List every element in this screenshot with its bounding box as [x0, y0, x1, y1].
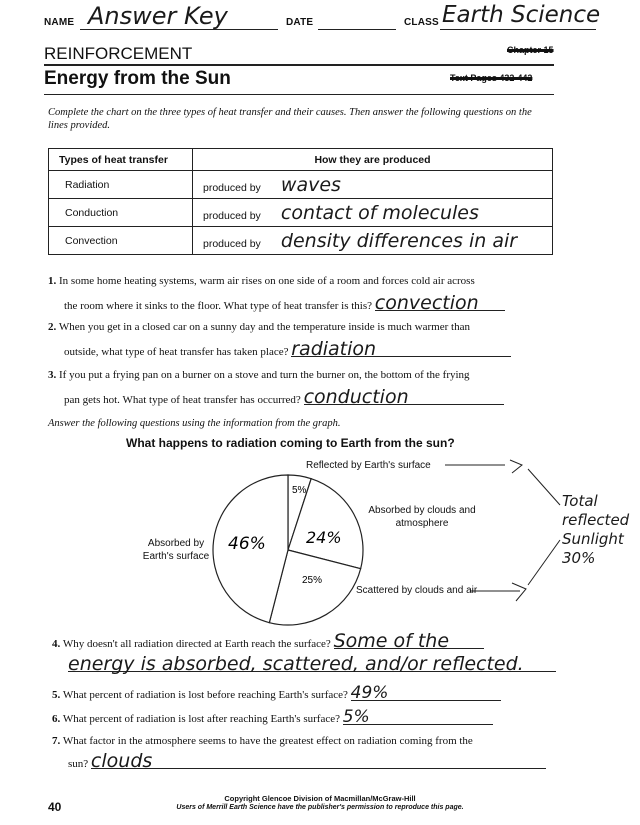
permission: Users of Merrill Earth Science have the publisher's permission to reproduce this page. [176, 804, 464, 811]
pie-title: What happens to radiation coming to Earth from the sun? [126, 436, 455, 450]
table-row [49, 171, 553, 199]
table-header-type: Types of heat transfer [49, 149, 193, 171]
label-reflected: Reflected by Earth's surface [306, 460, 431, 471]
table-row [49, 199, 553, 227]
question-6: 6. What percent of radiation is lost after reaching Earth's surface? 5% [52, 710, 562, 726]
question-2: 2. When you get in a closed car on a sunny day and the temperature inside is much warmer than outside, what type of heat transfer has taken place? radiation [48, 320, 558, 359]
answer-4-line2[interactable]: energy is absorbed, scattered, and/or reflected. [68, 657, 556, 672]
section-title: REINFORCEMENT [44, 44, 193, 63]
graph-instruction: Answer the following questions using the information from the graph. [48, 418, 341, 429]
question-7: 7. What factor in the atmosphere seems to have the greatest effect on radiation coming from the sun? clouds [52, 734, 562, 771]
pct-reflected: 5% [292, 485, 307, 496]
name-label: NAME [44, 17, 75, 28]
answer-5[interactable]: 49% [351, 686, 501, 701]
note-bracket-top [528, 469, 560, 505]
table-cell-type: Radiation [49, 171, 193, 199]
produced-by-label: produced by [203, 209, 261, 222]
date-label: DATE [286, 17, 314, 28]
class-label: CLASS [404, 17, 439, 28]
table-cell-how[interactable] [193, 199, 553, 227]
table-answer[interactable]: waves [280, 173, 341, 196]
name-value[interactable]: Answer Key [88, 2, 228, 30]
pct-scattered: 25% [302, 575, 323, 586]
date-line[interactable] [318, 5, 396, 30]
section-rule [44, 64, 554, 66]
question-3: 3. If you put a frying pan on a burner on a stove and turn the burner on, the bottom of the frying pan gets hot. What type of heat transfer has occurred? conduction [48, 368, 558, 407]
table-cell-type: Convection [49, 227, 193, 255]
chapter-struck: Chapter 15 [507, 45, 554, 55]
table-answer[interactable]: contact of molecules [280, 201, 479, 224]
class-value[interactable]: Earth Science [442, 2, 601, 28]
instructions: Complete the chart on the three types of heat transfer and their causes. Then answer the following questions on the lines provided. [48, 107, 532, 131]
note-bracket-bottom [528, 540, 560, 585]
total-reflected-note: Total reflected Sunlight 30% [562, 492, 630, 567]
title-rule [44, 94, 554, 95]
question-5: 5. What percent of radiation is lost before reaching Earth's surface? 49% [52, 686, 562, 702]
question-4: 4. Why doesn't all radiation directed at Earth reach the surface? Some of the energy is absorbed, scattered, and/or reflected. [52, 634, 562, 672]
table-cell-how[interactable] [193, 171, 553, 199]
label-absorbed-surface: Absorbed by Earth's surface [142, 538, 210, 562]
label-scattered: Scattered by clouds and air [356, 585, 478, 596]
table-answer[interactable]: density differences in air [280, 229, 518, 252]
pct-surface-hand: 46% [228, 534, 266, 554]
page-title: Energy from the Sun [44, 68, 231, 89]
table-row [49, 227, 553, 255]
answer-1[interactable]: convection [375, 296, 505, 311]
copyright: Copyright Glencoe Division of Macmillan/McGraw-Hill [224, 794, 416, 803]
scattered-arrow [512, 583, 526, 601]
table-cell-type: Conduction [49, 199, 193, 227]
reflected-arrow [510, 460, 522, 473]
question-1: 1. In some home heating systems, warm air rises on one side of a room and forces cold air across the room where it sinks to the floor. What type of heat transfer is this? convection [48, 274, 558, 313]
answer-7[interactable]: clouds [91, 754, 546, 769]
table-cell-how[interactable] [193, 227, 553, 255]
answer-3[interactable]: conduction [304, 390, 504, 405]
page-number: 40 [48, 800, 62, 814]
produced-by-label: produced by [203, 237, 261, 250]
table-header-how: How they are produced [193, 149, 553, 171]
answer-2[interactable]: radiation [291, 342, 511, 357]
answer-4-line1[interactable]: Some of the [334, 634, 484, 649]
answer-6[interactable]: 5% [343, 710, 493, 725]
produced-by-label: produced by [203, 181, 261, 194]
pages-struck: Text Pages 432-442 [450, 73, 533, 83]
pct-atmosphere-hand: 24% [306, 528, 342, 547]
label-absorbed-atmosphere: Absorbed by clouds and atmosphere [368, 505, 476, 529]
heat-transfer-table [48, 148, 553, 255]
